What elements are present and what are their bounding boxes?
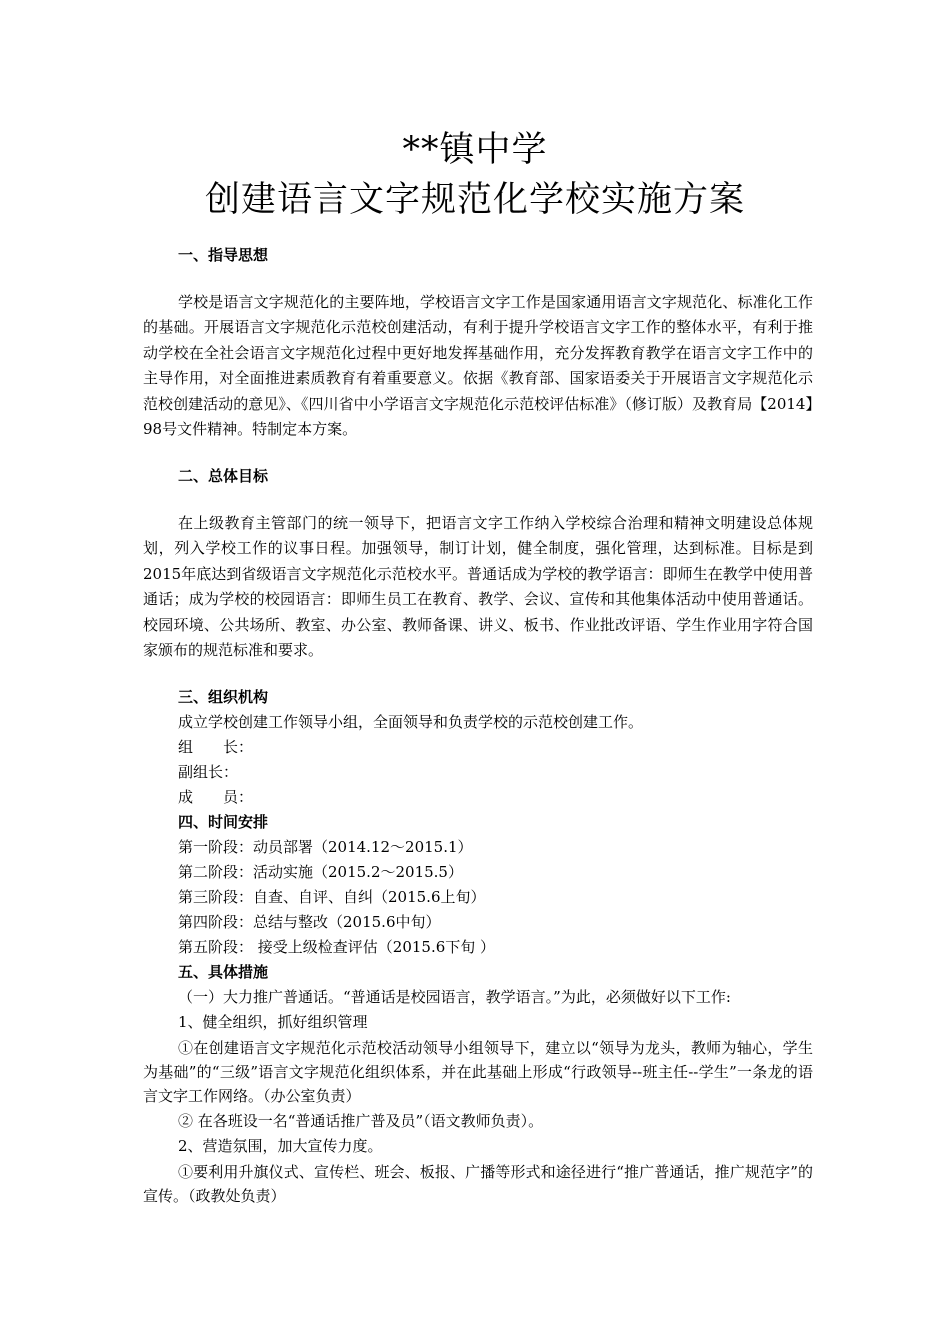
section-1-heading: 一、指导思想 [178, 246, 269, 264]
section-2-heading: 二、总体目标 [178, 467, 269, 485]
section-4-heading: 四、时间安排 [178, 813, 269, 831]
school-name-title: **镇中学 [402, 130, 548, 170]
measure-1-item-2: 2、营造氛围，加大宣传力度。 [178, 1137, 383, 1155]
measure-1-item-2-detail: ①要利用升旗仪式、宣传栏、班会、板报、广播等形式和途径进行“推广普通话，推广规范字”的宣传。（政教处负责） [143, 1163, 813, 1205]
measure-1-item-1-detail-2: ② 在各班设一名“普通话推广普及员”（语文教师负责）。 [178, 1112, 544, 1130]
stage-3: 第三阶段：自查、自评、自纠（2015.6上旬） [178, 888, 486, 906]
stage-5: 第五阶段： 接受上级检查评估（2015.6下旬 ） [178, 938, 496, 956]
measure-1-intro: （一）大力推广普通话。“普通话是校园语言，教学语言。”为此，必须做好以下工作: [178, 988, 731, 1006]
measure-1-item-1: 1、健全组织，抓好组织管理 [178, 1013, 368, 1031]
plan-title: 创建语言文字规范化学校实施方案 [204, 180, 745, 220]
deputy-leader-label: 副组长： [178, 763, 239, 781]
stage-1: 第一阶段：动员部署（2014.12～2015.1） [178, 838, 473, 856]
section-1-body: 学校是语言文字规范化的主要阵地，学校语言文字工作是国家通用语言文字规范化、标准化工作的基础。开展语言文字规范化示范校创建活动，有利于提升学校语言文字工作的整体水平，有利于推动学校在全社会语言文字规范化过程中更好地发挥基础作用，充分发挥教育教学在语言文字工作中的主导作用，对全面推进素质教育有着重要意义。依据《教育部、国家语委关于开展语言文字规范化示范校创建活动的意见》、《四川省中小学语言文字规范化示范校评估标准》（修订版）及教育局【2014】98号文件精神。特制定本方案。 [143, 293, 813, 439]
measure-1-item-1-detail: ①在创建语言文字规范化示范校活动领导小组领导下，建立以“领导为龙头，教师为轴心，学生为基础”的“三级”语言文字规范化组织体系，并在此基础上形成“行政领导--班主任--学生”一条龙的语言文字工作网络。（办公室负责） [143, 1039, 813, 1105]
section-2-body: 在上级教育主管部门的统一领导下，把语言文字工作纳入学校综合治理和精神文明建设总体规划，列入学校工作的议事日程。加强领导，制订计划，健全制度，强化管理，达到标准。目标是到2015年底达到省级语言文字规范化示范校水平。普通话成为学校的教学语言：即师生在教学中使用普通话；成为学校的校园语言：即师生员工在教育、教学、会议、宣传和其他集体活动中使用普通话。校园环境、公共场所、教室、办公室、教师备课、讲义、板书、作业批改评语、学生作业用字符合国家颁布的规范标准和要求。 [143, 514, 813, 660]
stage-2: 第二阶段：活动实施（2015.2～2015.5） [178, 863, 463, 881]
leader-label: 组 长： [178, 738, 254, 756]
section-5-heading: 五、具体措施 [178, 963, 269, 981]
members-label: 成 员： [178, 788, 254, 806]
section-3-heading: 三、组织机构 [178, 688, 269, 706]
section-3-line-1: 成立学校创建工作领导小组，全面领导和负责学校的示范校创建工作。 [178, 713, 644, 731]
stage-4: 第四阶段：总结与整改（2015.6中旬） [178, 913, 441, 931]
